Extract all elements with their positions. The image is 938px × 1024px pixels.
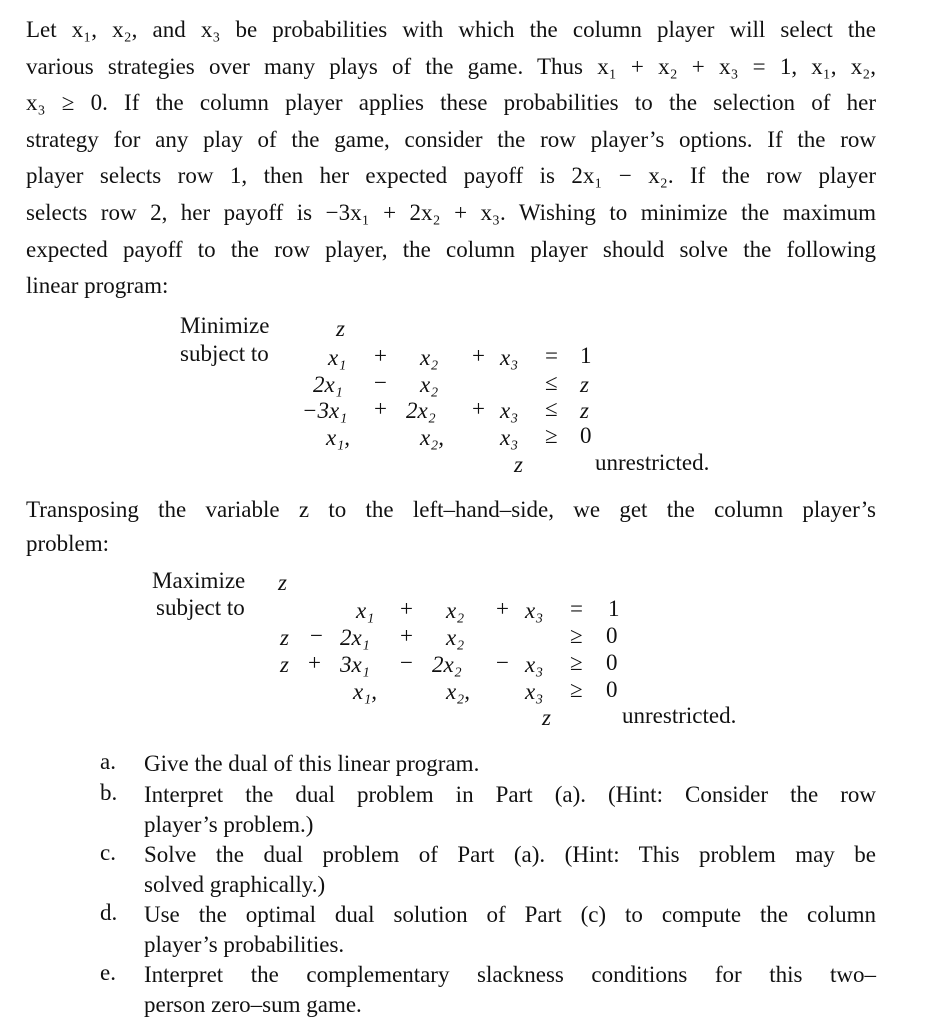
lp2-term: 3x₁: [340, 652, 370, 677]
lp1-relation: ≤: [545, 396, 558, 421]
lp1-term: x₃: [500, 345, 519, 370]
intro-line: Let x₁, x₂, and x₃ be probabilities with which the column player will select the: [26, 17, 876, 42]
lp1-free-note: unrestricted.: [595, 450, 710, 475]
lp1-term: −3x₁: [302, 398, 348, 423]
lp1-operator: +: [472, 396, 485, 421]
question-letter: d.: [100, 900, 118, 925]
lp1-operator: +: [472, 343, 485, 368]
lp2-term: x₃: [525, 679, 544, 704]
lp2-free-note: unrestricted.: [622, 703, 737, 728]
lp1-term: x₁,: [326, 425, 350, 450]
lp1-term: x₁: [328, 345, 347, 370]
question-c: [144, 840, 876, 900]
lp2-term: x₁: [356, 598, 375, 623]
lp2-operator: −: [496, 650, 509, 675]
question-line: player’s problem.): [144, 812, 314, 837]
lp2-operator: +: [308, 650, 321, 675]
lp2-operator: +: [496, 596, 509, 621]
lp2-relation: ≥: [570, 650, 583, 675]
intro-line: expected payoff to the row player, the column player should solve the following: [26, 236, 876, 262]
lp1-term: 2x₂: [406, 398, 436, 423]
lp2-term: z: [280, 625, 289, 650]
intro-line: strategy for any play of the game, consider the row player’s options. If the row: [26, 126, 876, 152]
lp1-relation: =: [545, 343, 558, 368]
question-line: Use the optimal dual solution of Part (c) to compute the column: [144, 902, 876, 927]
transpose-line: problem:: [26, 530, 110, 556]
lp2-term: 2x₂: [432, 652, 462, 677]
lp1-term: x₃: [500, 425, 519, 450]
question-d: [144, 900, 876, 960]
lp1-term: x₂: [420, 345, 439, 370]
lp1-rhs: 0: [580, 423, 592, 448]
lp2-operator: +: [400, 623, 413, 648]
intro-line: selects row 2, her payoff is −3x₁ + 2x₂ + x₃. Wishing to minimize the maximum: [26, 199, 876, 225]
question-line: Give the dual of this linear program.: [144, 751, 480, 776]
question-line: player’s probabilities.: [144, 932, 345, 957]
lp2-term: 2x₁: [340, 625, 370, 650]
question-letter: a.: [100, 749, 116, 774]
lp2-term: x₂,: [446, 679, 470, 704]
lp1-term: 2x₁: [313, 372, 343, 397]
lp1-term: x₃: [500, 398, 519, 423]
constraint-label: subject to: [180, 341, 269, 366]
question-line: Interpret the dual problem in Part (a). (Hint: Consider the row: [144, 782, 876, 807]
lp2-relation: =: [570, 596, 583, 621]
question-line: solved graphically.): [144, 872, 326, 897]
lp1-free-variable: z: [514, 452, 523, 477]
intro-line: various strategies over many plays of the game. Thus x₁ + x₂ + x₃ = 1, x₁, x₂,: [26, 53, 876, 79]
objective-variable: z: [336, 316, 345, 341]
question-line: Interpret the complementary slackness conditions for this two–: [144, 962, 876, 987]
question-a: [144, 749, 876, 779]
lp2-relation: ≥: [570, 623, 583, 648]
lp1-operator: +: [374, 396, 387, 421]
lp2-rhs: 1: [608, 596, 620, 621]
question-line: person zero–sum game.: [144, 992, 362, 1017]
lp2-operator: +: [400, 596, 413, 621]
question-line: Solve the dual problem of Part (a). (Hint: This problem may be: [144, 842, 876, 867]
objective-label: Maximize: [152, 568, 246, 593]
lp1-rhs: 1: [580, 343, 592, 368]
intro-line: x₃ ≥ 0. If the column player applies these probabilities to the selection of her: [26, 90, 876, 116]
question-b: [144, 780, 876, 840]
question-letter: e.: [100, 960, 116, 985]
lp1-term: x₂,: [420, 425, 444, 450]
question-letter: c.: [100, 840, 116, 865]
intro-line: linear program:: [26, 273, 169, 299]
lp1-relation: ≥: [545, 423, 558, 448]
objective-variable: z: [278, 570, 287, 595]
transpose-line: Transposing the variable z to the left–hand–side, we get the column player’s: [26, 497, 876, 522]
lp2-operator: −: [400, 650, 413, 675]
lp2-free-variable: z: [542, 705, 551, 730]
lp2-term: x₁,: [353, 679, 377, 704]
lp2-term: x₂: [446, 598, 465, 623]
lp2-term: x₃: [525, 598, 544, 623]
objective-label: Minimize: [180, 313, 270, 338]
intro-line: player selects row 1, then her expected payoff is 2x₁ − x₂. If the row player: [26, 163, 876, 189]
lp2-term: x₃: [525, 652, 544, 677]
lp1-relation: ≤: [545, 370, 558, 395]
lp2-relation: ≥: [570, 677, 583, 702]
lp2-rhs: 0: [606, 677, 618, 702]
lp2-operator: −: [310, 623, 323, 648]
lp2-term: z: [280, 652, 289, 677]
lp2-rhs: 0: [606, 650, 618, 675]
lp1-term: x₂: [420, 372, 439, 397]
lp1-rhs: z: [580, 398, 589, 423]
question-e: [144, 960, 876, 1020]
lp1-rhs: z: [580, 372, 589, 397]
lp1-operator: −: [374, 370, 387, 395]
lp2-term: x₂: [446, 625, 465, 650]
lp2-rhs: 0: [606, 623, 618, 648]
lp1-operator: +: [374, 343, 387, 368]
constraint-label: subject to: [156, 595, 245, 620]
question-letter: b.: [100, 780, 118, 805]
